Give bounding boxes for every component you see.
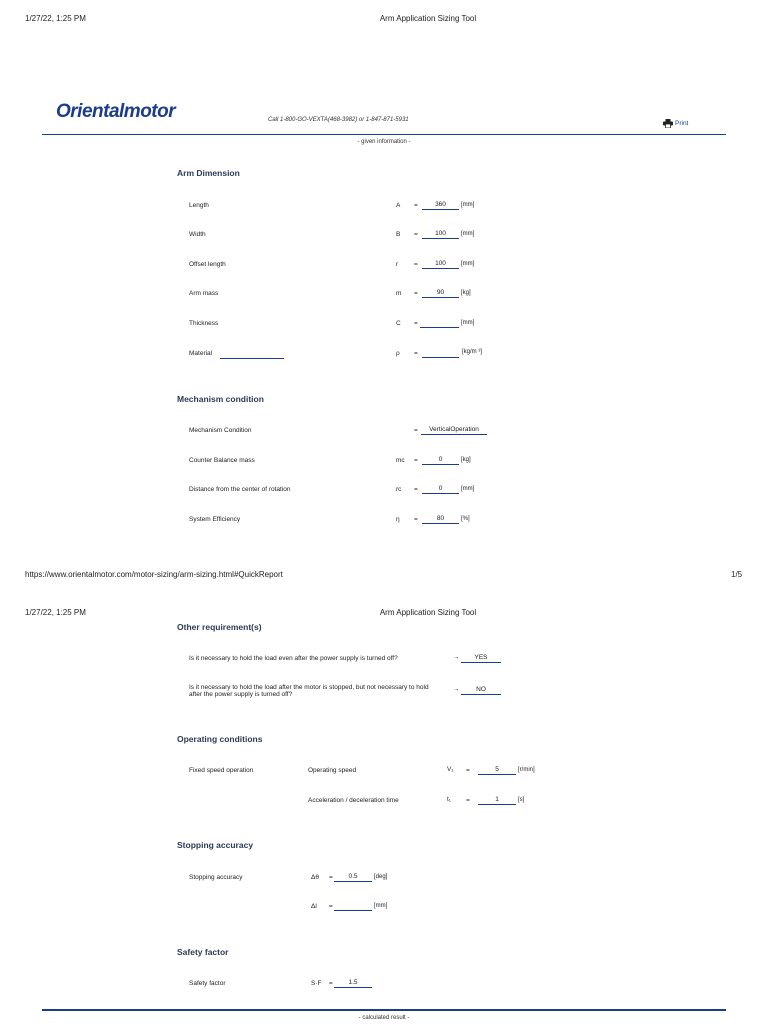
width-unit: [mm] bbox=[461, 231, 475, 237]
density-value bbox=[422, 349, 459, 358]
arm-mass-unit: [kg] bbox=[461, 290, 471, 296]
counter-balance-mass-value: 0 bbox=[422, 456, 459, 465]
offset-length-eq: = bbox=[414, 261, 418, 268]
material-label: Material bbox=[189, 350, 213, 357]
acceleration-time-value: 1 bbox=[478, 796, 516, 805]
operating-speed-value: 5 bbox=[478, 766, 516, 775]
print-title: Arm Application Sizing Tool bbox=[379, 14, 477, 23]
stopping-accuracy-label: Stopping accuracy bbox=[189, 874, 243, 881]
safety-factor-value: 1.5 bbox=[334, 979, 372, 988]
safety-factor-label: Safety factor bbox=[189, 980, 226, 987]
counter-balance-mass-eq: = bbox=[414, 457, 418, 464]
stopping-accuracy-heading: Stopping accuracy bbox=[177, 840, 254, 850]
length-label: Length bbox=[189, 202, 209, 209]
print-title-page2: Arm Application Sizing Tool bbox=[379, 608, 477, 617]
print-datetime: 1/27/22, 1:25 PM bbox=[25, 14, 86, 23]
acceleration-time-eq: = bbox=[466, 797, 470, 804]
thickness-unit: [mm] bbox=[461, 320, 475, 326]
width-label: Width bbox=[189, 231, 206, 238]
page-url: https://www.orientalmotor.com/motor-sizing/arm-sizing.html#QuickReport bbox=[25, 570, 283, 579]
material-eq: = bbox=[414, 350, 418, 357]
thickness-value bbox=[420, 319, 459, 328]
stopping-angle-eq: = bbox=[329, 874, 333, 881]
stopping-distance-unit: [mm] bbox=[374, 903, 388, 909]
safety-factor-symbol: S·F bbox=[311, 980, 322, 987]
orientalmotor-logo: Orientalmotor bbox=[56, 101, 176, 122]
offset-length-value: 100 bbox=[422, 260, 459, 269]
stopping-distance-value bbox=[334, 902, 372, 911]
length-value: 360 bbox=[422, 201, 459, 210]
mechanism-condition-label: Mechanism Condition bbox=[189, 427, 252, 434]
header-rule bbox=[42, 134, 726, 135]
hold-after-stop-answer: NO bbox=[461, 686, 501, 695]
width-eq: = bbox=[414, 231, 418, 238]
offset-length-label: Offset length bbox=[189, 261, 226, 268]
operating-speed-label: Operating speed bbox=[308, 767, 357, 774]
stopping-distance-symbol: Δl bbox=[311, 903, 317, 910]
thickness-eq: = bbox=[414, 320, 418, 327]
stopping-distance-eq: = bbox=[329, 903, 333, 910]
call-info: Call 1-800-GO-VEXTA(468-3982) or 1-847-871-5931 bbox=[268, 117, 409, 123]
distance-center-label: Distance from the center of rotation bbox=[189, 486, 291, 493]
operating-conditions-heading: Operating conditions bbox=[177, 734, 263, 744]
arrow-icon: → bbox=[453, 686, 460, 693]
mechanism-condition-heading: Mechanism condition bbox=[177, 394, 264, 404]
safety-factor-heading: Safety factor bbox=[177, 947, 229, 957]
safety-factor-eq: = bbox=[329, 980, 333, 987]
hold-after-power-off-answer: YES bbox=[461, 654, 501, 663]
offset-length-unit: [mm] bbox=[461, 261, 475, 267]
distance-center-eq: = bbox=[414, 486, 418, 493]
calculated-result-note: - calculated result - bbox=[358, 1015, 410, 1021]
arm-mass-label: Arm mass bbox=[189, 290, 219, 297]
distance-center-value: 0 bbox=[422, 485, 459, 494]
arrow-icon: → bbox=[453, 654, 460, 661]
stopping-angle-symbol: Δθ bbox=[311, 874, 319, 881]
system-efficiency-value: 80 bbox=[422, 515, 459, 524]
thickness-symbol: C bbox=[396, 320, 401, 327]
counter-balance-mass-label: Counter Balance mass bbox=[189, 457, 255, 464]
system-efficiency-label: System Efficiency bbox=[189, 516, 241, 523]
system-efficiency-unit: [%] bbox=[461, 516, 470, 522]
operation-mode-label: Fixed speed operation bbox=[189, 767, 254, 774]
material-symbol: ρ bbox=[396, 350, 400, 357]
stopping-angle-value: 0.5 bbox=[334, 873, 372, 882]
thickness-label: Thickness bbox=[189, 320, 219, 327]
print-datetime-page2: 1/27/22, 1:25 PM bbox=[25, 608, 86, 617]
print-label: Print bbox=[675, 120, 689, 127]
given-information-note: - given information - bbox=[357, 139, 411, 145]
operating-speed-symbol: V₁ bbox=[447, 766, 454, 773]
mechanism-condition-value: VerticalOperation bbox=[421, 426, 487, 435]
printer-icon bbox=[663, 119, 673, 128]
print-link[interactable] bbox=[663, 119, 688, 128]
stopping-angle-unit: [deg] bbox=[374, 874, 388, 880]
arm-mass-value: 90 bbox=[422, 289, 459, 298]
acceleration-time-unit: [s] bbox=[518, 797, 525, 803]
width-value: 100 bbox=[422, 230, 459, 239]
operating-speed-unit: [r/min] bbox=[518, 767, 535, 773]
material-select[interactable] bbox=[220, 350, 284, 359]
width-symbol: B bbox=[396, 231, 401, 238]
other-requirements-heading: Other requirement(s) bbox=[177, 622, 262, 632]
arm-mass-symbol: m bbox=[396, 290, 402, 297]
hold-after-power-off-question: Is it necessary to hold the load even after the power supply is turned off? bbox=[189, 655, 398, 662]
length-unit: [mm] bbox=[461, 202, 475, 208]
arm-dimension-heading: Arm Dimension bbox=[177, 168, 240, 178]
acceleration-time-symbol: t₁ bbox=[447, 796, 451, 803]
counter-balance-mass-symbol: mc bbox=[396, 457, 405, 464]
hold-after-stop-question: Is it necessary to hold the load after the motor is stopped, but not necessary to hold after the power supply is turned off? bbox=[189, 684, 429, 698]
distance-center-symbol: rc bbox=[396, 486, 402, 493]
length-eq: = bbox=[414, 202, 418, 209]
calculated-result-rule bbox=[42, 1009, 726, 1011]
arm-mass-eq: = bbox=[414, 290, 418, 297]
mechanism-condition-eq: = bbox=[414, 427, 418, 434]
page-number: 1/5 bbox=[731, 570, 743, 579]
system-efficiency-eq: = bbox=[414, 516, 418, 523]
system-efficiency-symbol: η bbox=[396, 516, 400, 523]
offset-length-symbol: r bbox=[396, 261, 399, 268]
acceleration-time-label: Acceleration / deceleration time bbox=[308, 797, 399, 804]
operating-speed-eq: = bbox=[466, 767, 470, 774]
distance-center-unit: [mm] bbox=[461, 486, 475, 492]
length-symbol: A bbox=[396, 202, 401, 209]
counter-balance-mass-unit: [kg] bbox=[461, 457, 471, 463]
density-unit: [kg/m ³] bbox=[462, 349, 483, 355]
